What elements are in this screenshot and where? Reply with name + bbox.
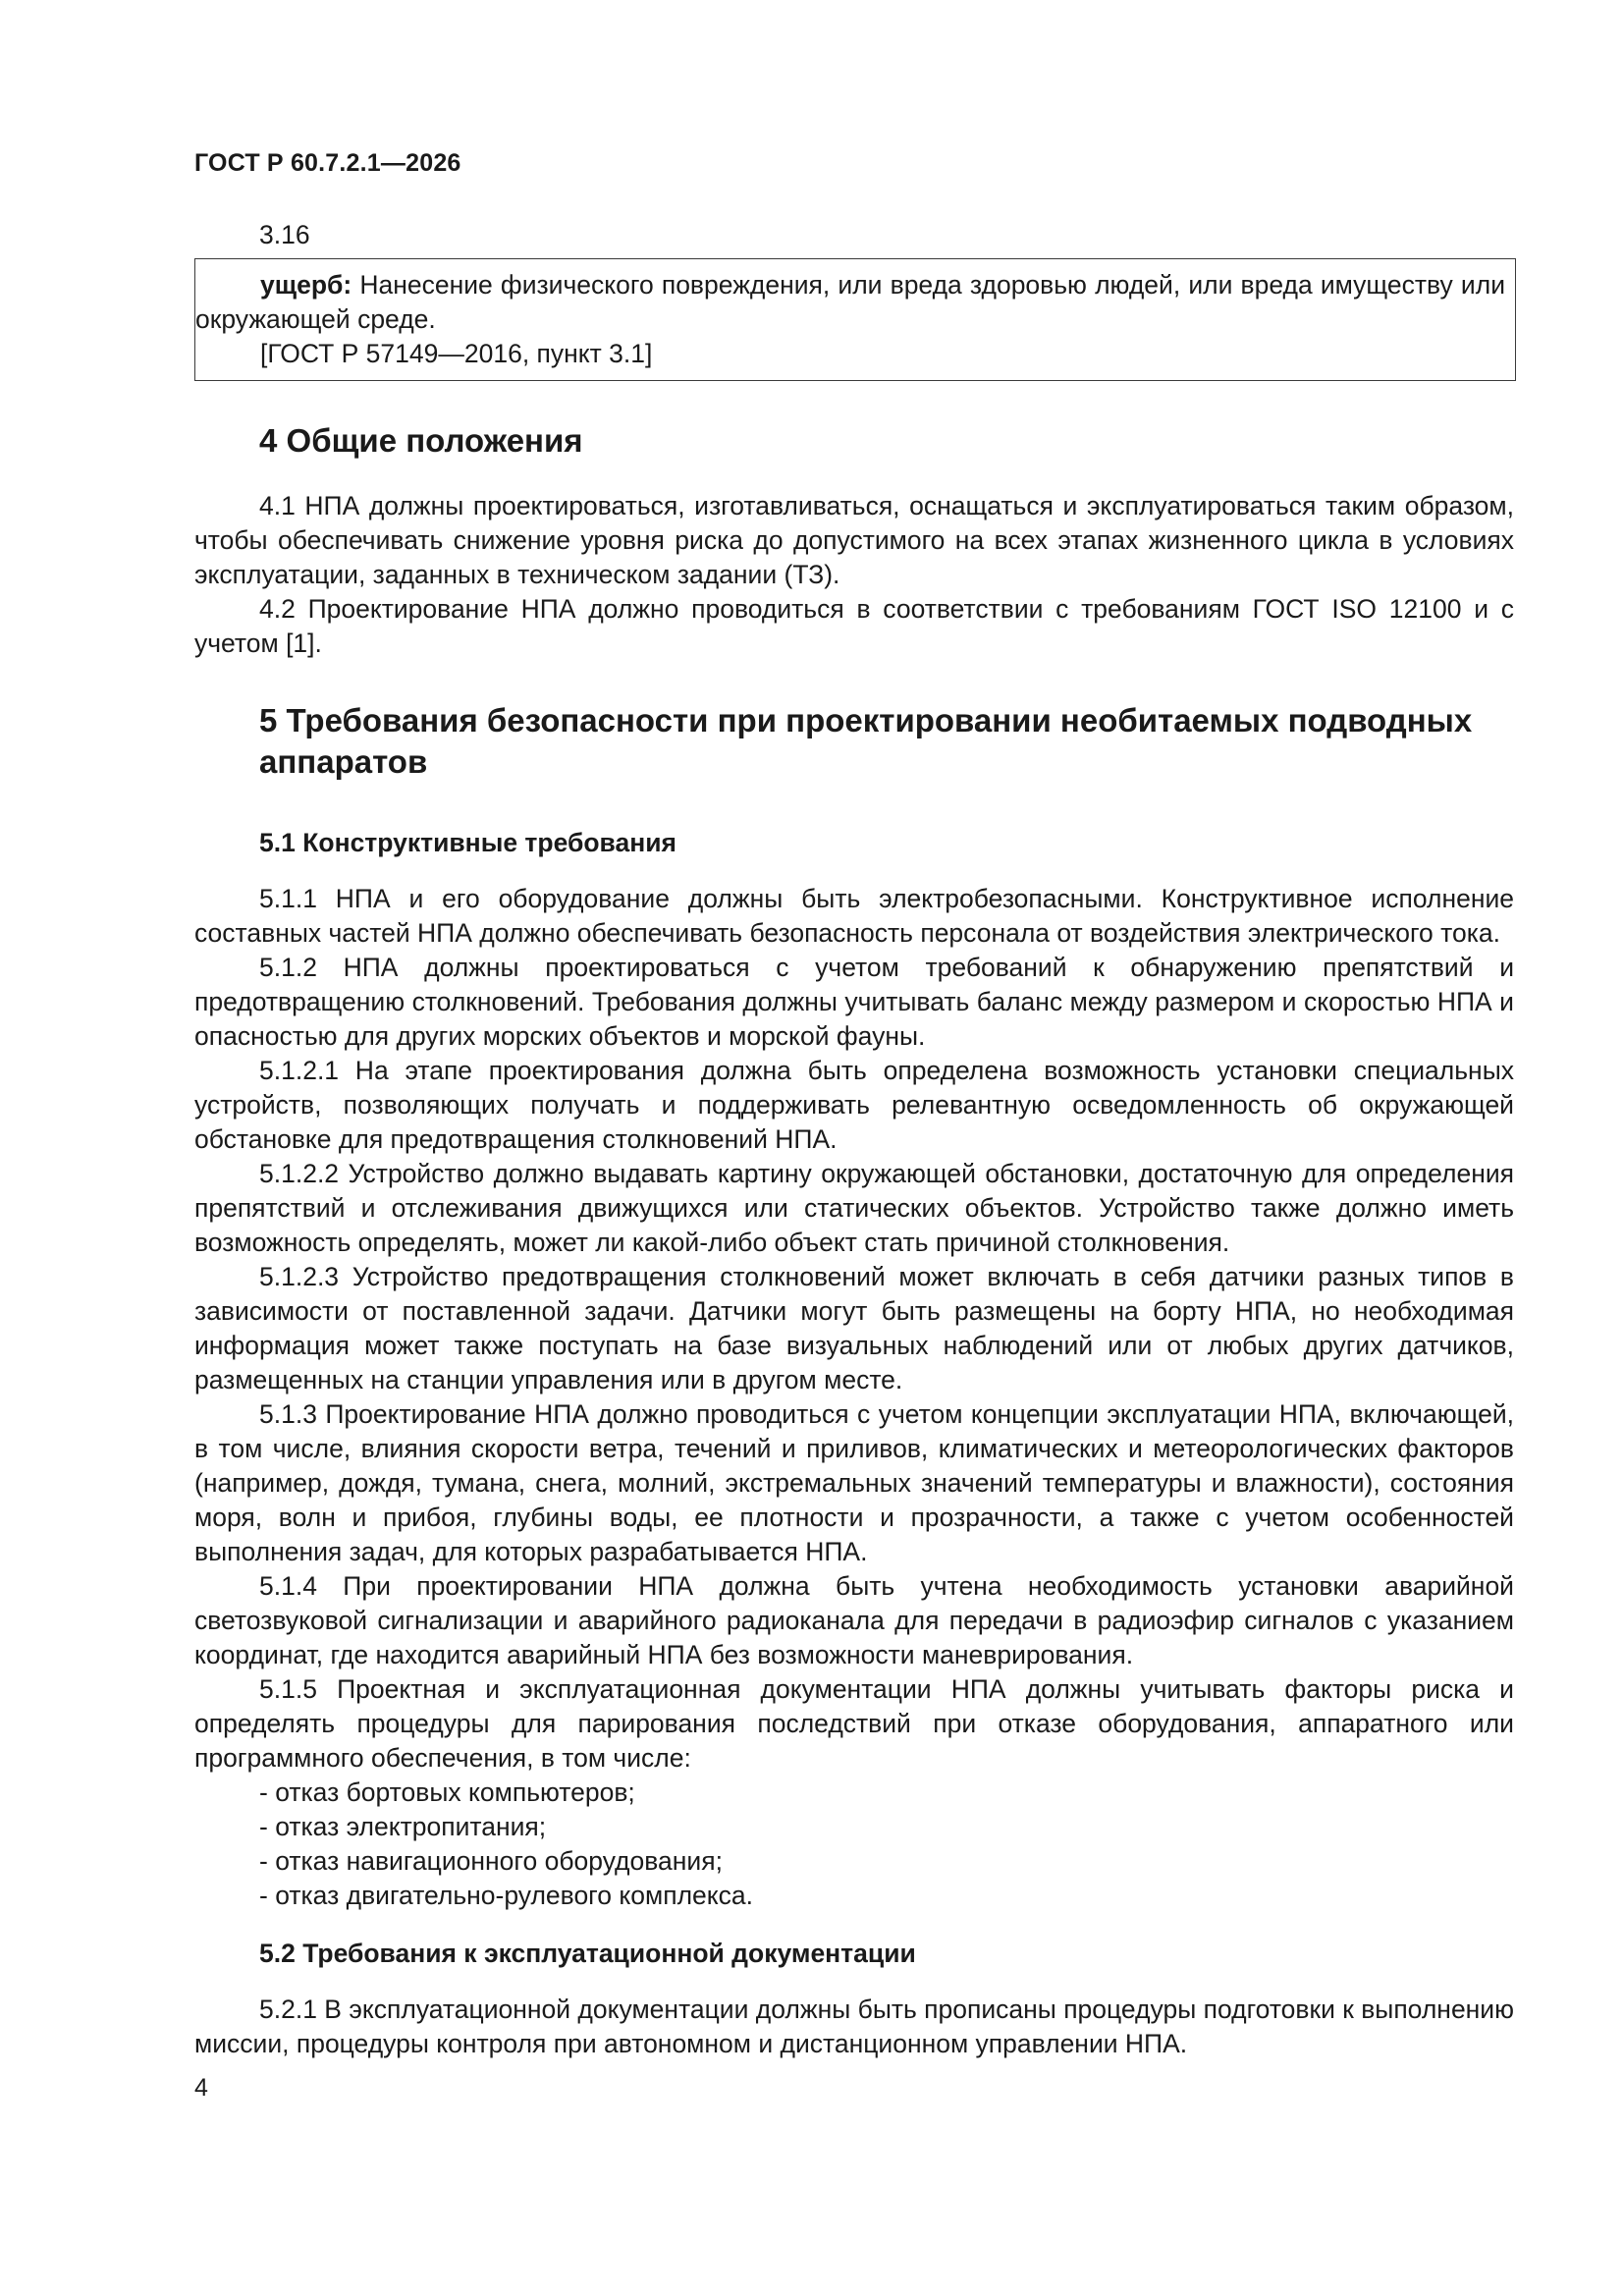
term-number: 3.16 — [259, 220, 310, 249]
failure-list — [194, 1776, 1514, 1913]
paragraph-5-1-3: 5.1.3 Проектирование НПА должно проводиться с учетом концепции эксплуатации НПА, включающей, в том числе, влияния скорости ветра, течений и приливов, климатических и метеорологических факторов (например, дождя, тумана, снега, молний, экстремальных значений температуры и влажности), состояния моря, волн и прибоя, глубины воды, ее плотности и прозрачности, а также с учетом особенностей выполнения задач, для которых разрабатывается НПА. — [194, 1399, 1514, 1566]
page-number: 4 — [194, 2074, 208, 2102]
paragraph-5-1-2-3: 5.1.2.3 Устройство предотвращения столкновений может включать в себя датчики разных типов в зависимости от поставленной задачи. Датчики могут быть размещены на борту НПА, но необходимая информация может также поступать на базе визуальных наблюдений или от любых других датчиков, размещенных на станции управления или в другом месте. — [194, 1262, 1514, 1394]
section-5-title: 5 Требования безопасности при проектировании необитаемых подводных аппаратов — [259, 702, 1473, 780]
paragraph-5-1-2: 5.1.2 НПА должны проектироваться с учетом требований к обнаружению препятствий и предотвращению столкновений. Требования должны учитывать баланс между размером и скоростью НПА и опасностью для других морских объектов и морской фауны. — [194, 953, 1514, 1051]
term-source: [ГОСТ Р 57149—2016, пункт 3.1] — [260, 339, 653, 368]
paragraph-5-2-1: 5.2.1 В эксплуатационной документации должны быть прописаны процедуры подготовки к выполнению миссии, процедуры контроля при автономном и дистанционном управлении НПА. — [194, 1995, 1514, 2058]
paragraph-5-1-5: 5.1.5 Проектная и эксплуатационная документации НПА должны учитывать факторы риска и определять процедуры для парирования последствий при отказе оборудования, аппаратного или программного обеспечения, в том числе: — [194, 1674, 1514, 1773]
paragraph-5-1-2-1: 5.1.2.1 На этапе проектирования должна быть определена возможность установки специальных устройств, позволяющих получать и поддерживать релевантную осведомленность об окружающей обстановке для предотвращения столкновений НПА. — [194, 1056, 1514, 1154]
list-item: - отказ бортовых компьютеров; — [259, 1776, 1514, 1810]
list-item: - отказ навигационного оборудования; — [259, 1844, 1514, 1879]
section-4-title: 4 Общие положения — [259, 422, 583, 459]
paragraph-4-1: 4.1 НПА должны проектироваться, изготавливаться, оснащаться и эксплуатироваться таким образом, чтобы обеспечивать снижение уровня риска до допустимого на всех этапах жизненного цикла в условиях эксплуатации, заданных в техническом задании (ТЗ). — [194, 491, 1514, 589]
term-definition-text: Нанесение физического повреждения, или вреда здоровью людей, или вреда имуществу или окружающей среде. — [195, 270, 1505, 334]
paragraph-4-2: 4.2 Проектирование НПА должно проводиться в соответствии с требованиям ГОСТ ISO 12100 и с учетом [1]. — [194, 594, 1514, 658]
list-item: - отказ электропитания; — [259, 1810, 1514, 1844]
term-definition-box — [194, 258, 1516, 381]
list-item: - отказ двигательно-рулевого комплекса. — [259, 1879, 1514, 1913]
document-code-header: ГОСТ Р 60.7.2.1—2026 — [194, 149, 461, 177]
term-word: ущерб: — [260, 270, 352, 300]
subsection-5-2-title: 5.2 Требования к эксплуатационной документации — [259, 1939, 916, 1968]
subsection-5-1-title: 5.1 Конструктивные требования — [259, 828, 676, 857]
paragraph-5-1-1: 5.1.1 НПА и его оборудование должны быть электробезопасными. Конструктивное исполнение составных частей НПА должно обеспечивать безопасность персонала от воздействия электрического тока. — [194, 884, 1514, 948]
paragraph-5-1-4: 5.1.4 При проектировании НПА должна быть учтена необходимость установки аварийной светозвуковой сигнализации и аварийного радиоканала для передачи в радиоэфир сигналов с указанием координат, где находится аварийный НПА без возможности маневрирования. — [194, 1571, 1514, 1669]
term-definition — [195, 268, 1505, 337]
document-body — [194, 218, 1514, 2061]
paragraph-5-1-2-2: 5.1.2.2 Устройство должно выдавать картину окружающей обстановки, достаточную для определения препятствий и отслеживания движущихся или статических объектов. Устройство также должно иметь возможность определять, может ли какой-либо объект стать причиной столкновения. — [194, 1159, 1514, 1257]
